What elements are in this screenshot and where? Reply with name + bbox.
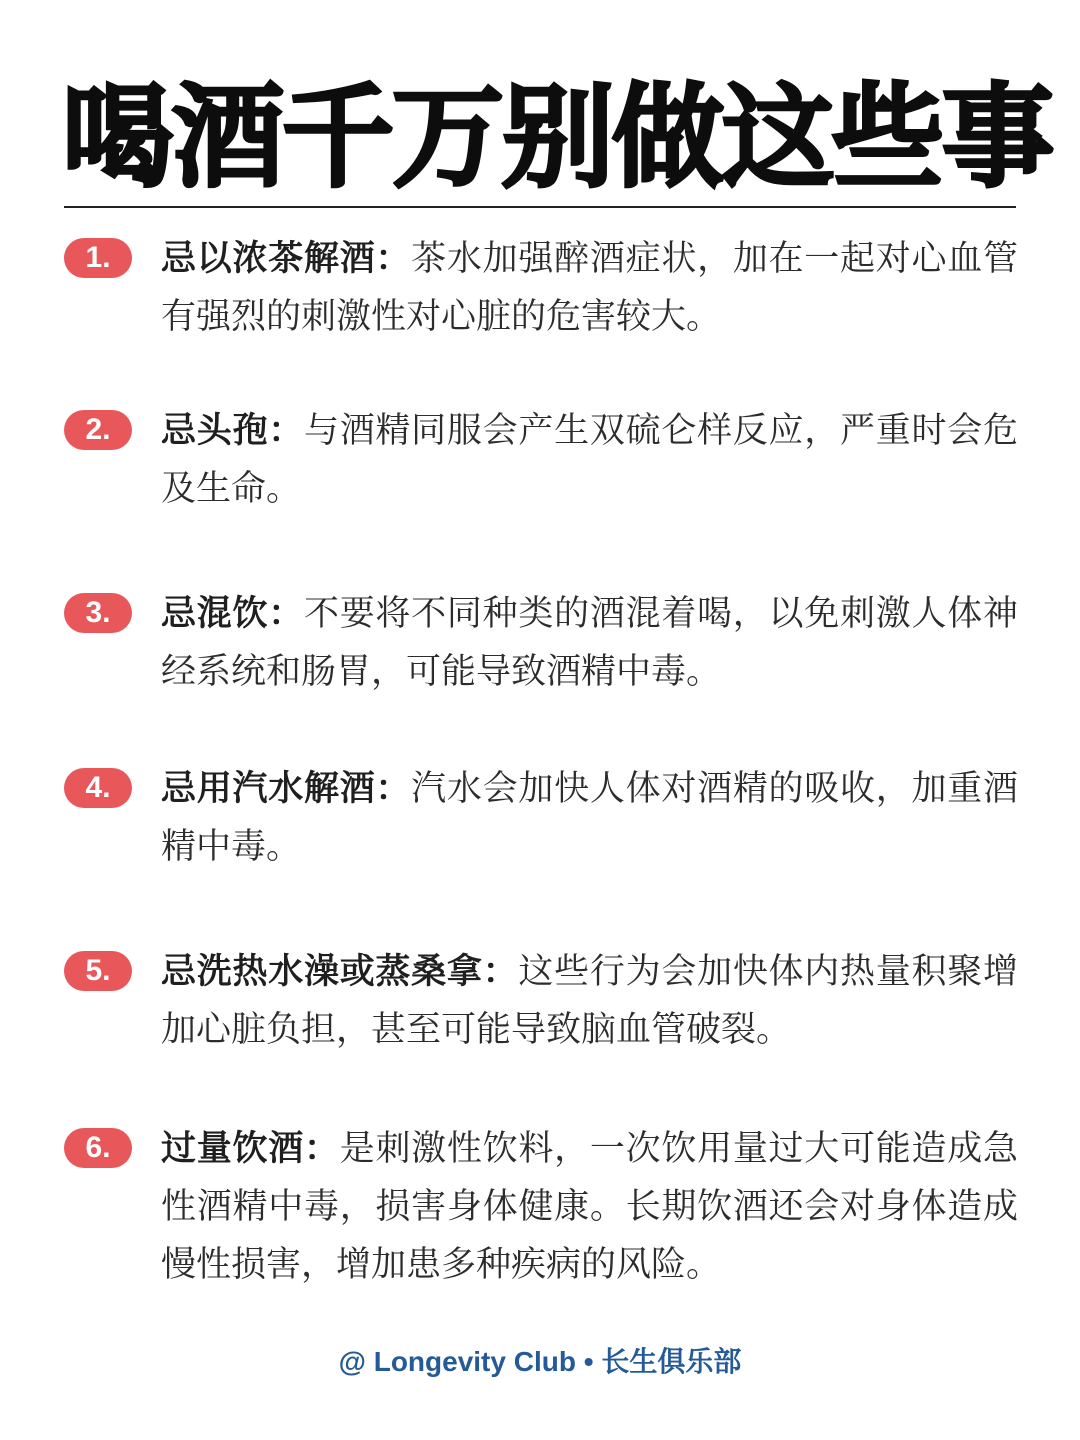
footer-name: 长生俱乐部 — [601, 1345, 742, 1378]
item-text — [161, 585, 1018, 701]
item-text — [161, 230, 1018, 346]
footer-credit — [0, 1340, 1080, 1384]
item-number-badge: 4. — [64, 768, 132, 808]
item-text — [161, 1120, 1018, 1294]
item-heading: 忌洗热水澡或蒸桑拿： — [161, 952, 519, 992]
item-number-badge: 6. — [64, 1128, 132, 1168]
item-body: 不要将不同种类的酒混着喝，以免刺激人体神经系统和肠胃，可能导致酒精中毒。 — [161, 594, 1018, 692]
footer-separator: • — [583, 1346, 594, 1377]
item-heading: 忌用汽水解酒： — [161, 769, 412, 809]
item-body: 茶水加强醉酒症状，加在一起对心血管有强烈的刺激性对心脏的危害较大。 — [161, 239, 1018, 337]
item-text — [161, 760, 1018, 876]
item-heading: 忌混饮： — [161, 594, 304, 634]
item-text — [161, 943, 1018, 1059]
item-body: 这些行为会加快体内热量积聚增加心脏负担，甚至可能导致脑血管破裂。 — [161, 952, 1018, 1050]
item-number-badge: 5. — [64, 951, 132, 991]
item-heading: 忌以浓茶解酒： — [161, 239, 412, 279]
item-text — [161, 402, 1018, 518]
footer-handle: @ Longevity Club — [338, 1346, 576, 1377]
page-title: 喝酒千万别做这些事 — [62, 73, 1052, 203]
item-number-badge: 2. — [64, 410, 132, 450]
item-body: 是刺激性饮料，一次饮用量过大可能造成急性酒精中毒，损害身体健康。长期饮酒还会对身体造成慢性损害，增加患多种疾病的风险。 — [161, 1129, 1018, 1285]
item-heading: 忌头孢： — [161, 411, 304, 451]
item-heading: 过量饮酒： — [161, 1129, 340, 1169]
item-body: 汽水会加快人体对酒精的吸收，加重酒精中毒。 — [161, 769, 1018, 867]
item-number-badge: 3. — [64, 593, 132, 633]
item-body: 与酒精同服会产生双硫仑样反应，严重时会危及生命。 — [161, 411, 1018, 509]
item-number-badge: 1. — [64, 238, 132, 278]
